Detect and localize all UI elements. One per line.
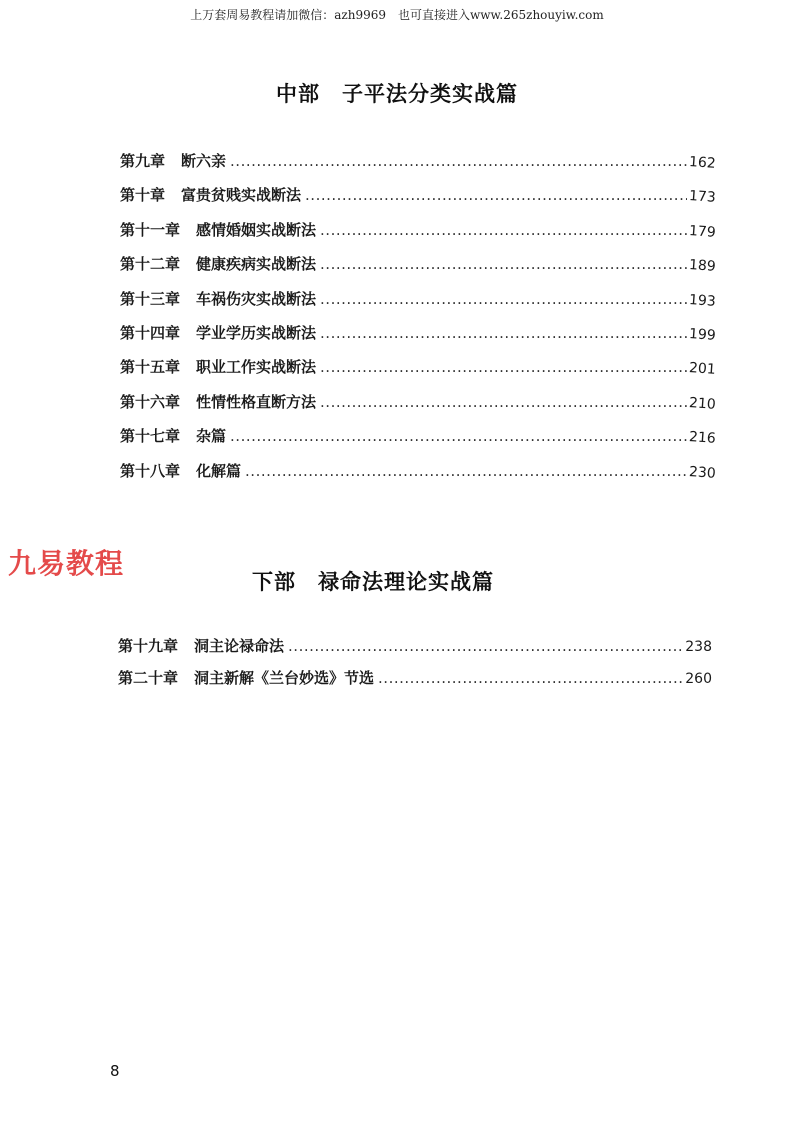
chapter-number: 第十八章 <box>120 461 181 480</box>
dot-leader <box>320 324 687 342</box>
page-number: 8 <box>110 1062 120 1080</box>
chapter-title: 化解篇 <box>196 461 242 480</box>
chapter-title: 性情性格直断方法 <box>196 392 317 411</box>
chapter-page: 201 <box>688 360 717 379</box>
header-note: 上万套周易教程请加微信：azh9969 也可直接进入www.265zhouyiw.com <box>190 8 604 22</box>
toc-row[interactable] <box>120 288 716 322</box>
chapter-page: 210 <box>688 394 717 413</box>
lower-part-toc <box>118 635 712 699</box>
chapter-number: 第十二章 <box>120 255 181 274</box>
chapter-page: 193 <box>688 291 717 310</box>
toc-row[interactable] <box>120 322 716 356</box>
chapter-number: 第十章 <box>120 186 166 205</box>
chapter-page: 162 <box>688 154 717 172</box>
dot-leader <box>245 462 687 480</box>
chapter-number: 第十九章 <box>118 637 179 655</box>
toc-row[interactable] <box>120 425 716 459</box>
chapter-number: 第十四章 <box>120 323 181 342</box>
toc-row[interactable] <box>120 253 716 287</box>
dot-leader <box>320 290 687 308</box>
chapter-title: 断六亲 <box>181 152 227 170</box>
chapter-page: 260 <box>685 671 712 687</box>
chapter-page: 189 <box>688 257 717 276</box>
dot-leader <box>288 637 683 655</box>
dot-leader <box>320 393 687 411</box>
watermark-logo: 九易教程 <box>8 547 125 580</box>
toc-row[interactable] <box>118 667 712 699</box>
chapter-number: 第二十章 <box>118 669 179 687</box>
chapter-title: 学业学历实战断法 <box>196 323 317 342</box>
toc-row[interactable] <box>120 184 716 218</box>
chapter-number: 第十三章 <box>120 289 181 308</box>
toc-row[interactable] <box>120 150 716 184</box>
chapter-page: 179 <box>688 222 717 241</box>
dot-leader <box>230 427 687 445</box>
chapter-page: 238 <box>685 639 712 655</box>
chapter-number: 第十一章 <box>120 220 181 239</box>
lower-part-title: 下部 禄命法理论实战篇 <box>252 569 494 594</box>
toc-row[interactable] <box>120 219 716 253</box>
toc-row[interactable] <box>120 460 716 494</box>
middle-part-toc <box>120 150 716 494</box>
chapter-title: 富贵贫贱实战断法 <box>181 186 302 205</box>
chapter-title: 职业工作实战断法 <box>196 358 317 377</box>
dot-leader <box>378 669 683 687</box>
toc-row[interactable] <box>118 635 712 667</box>
chapter-title: 感情婚姻实战断法 <box>196 220 317 239</box>
dot-leader <box>320 358 687 376</box>
chapter-number: 第十六章 <box>120 392 181 411</box>
dot-leader <box>230 152 687 170</box>
chapter-title: 洞主论禄命法 <box>194 637 285 655</box>
dot-leader <box>320 255 687 273</box>
chapter-number: 第十七章 <box>120 427 181 446</box>
dot-leader <box>320 221 687 239</box>
toc-row[interactable] <box>120 391 716 425</box>
toc-row[interactable] <box>120 356 716 390</box>
chapter-title: 洞主新解《兰台妙选》节选 <box>194 669 375 687</box>
chapter-title: 杂篇 <box>196 427 227 446</box>
chapter-title: 车祸伤灾实战断法 <box>196 289 317 308</box>
dot-leader <box>305 186 687 204</box>
chapter-number: 第九章 <box>120 152 166 170</box>
chapter-page: 199 <box>688 325 717 344</box>
chapter-page: 173 <box>688 188 717 207</box>
chapter-page: 216 <box>688 429 717 447</box>
chapter-title: 健康疾病实战断法 <box>196 255 317 274</box>
middle-part-title: 中部 子平法分类实战篇 <box>276 81 518 106</box>
chapter-page: 230 <box>688 463 717 482</box>
chapter-number: 第十五章 <box>120 358 181 377</box>
